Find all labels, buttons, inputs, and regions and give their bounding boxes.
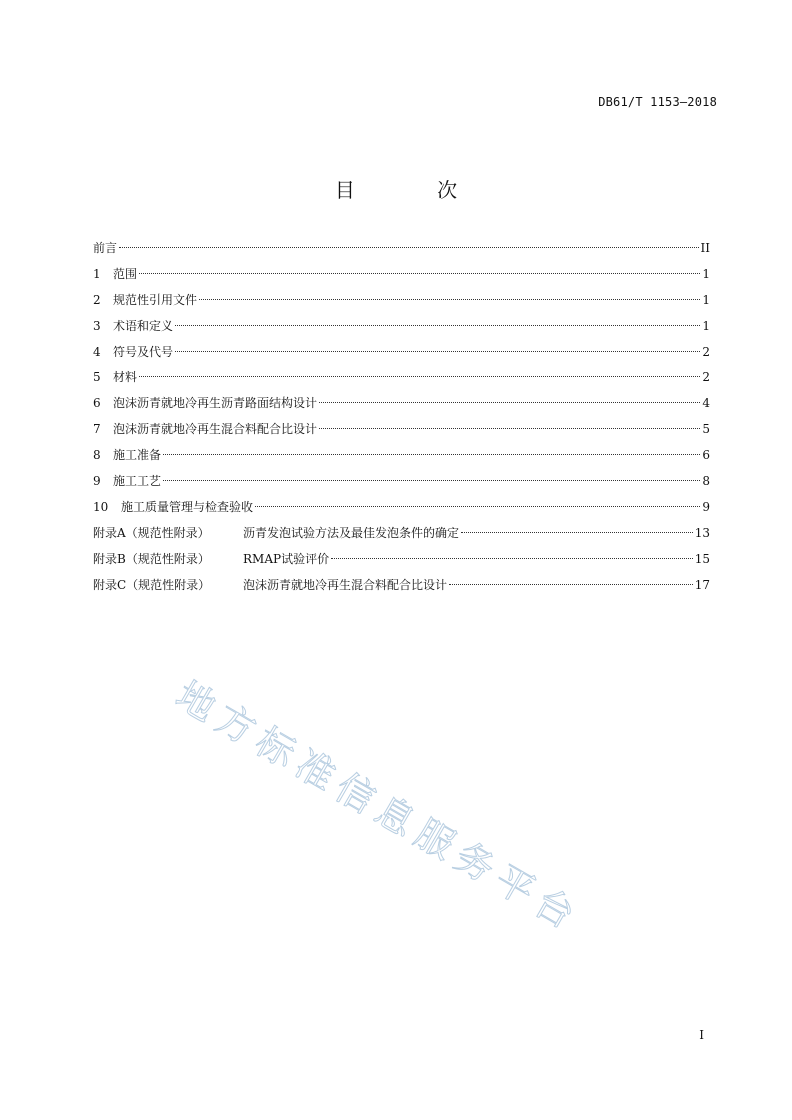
toc-entry-number: 4 xyxy=(93,344,101,359)
toc-entry-4[interactable] xyxy=(93,340,710,366)
toc-entry-label: 泡沫沥青就地冷再生沥青路面结构设计 xyxy=(113,396,318,411)
dot-leader xyxy=(119,247,699,248)
toc-entry-label: 符号及代号 xyxy=(113,344,174,359)
dot-leader xyxy=(449,584,693,585)
toc-entry-7[interactable] xyxy=(93,417,710,443)
dot-leader xyxy=(199,299,700,300)
toc-entry-5[interactable] xyxy=(93,365,710,391)
toc-entry-label: 术语和定义 xyxy=(113,318,174,333)
toc-entry-label: 施工工艺 xyxy=(113,474,162,489)
dot-leader xyxy=(319,402,700,403)
toc-entry-page: 9 xyxy=(702,499,710,514)
toc-entry-page: 1 xyxy=(702,266,710,281)
toc-entry-3[interactable] xyxy=(93,314,710,340)
toc-entry-page: 8 xyxy=(702,474,710,489)
toc-entry-appendix-c[interactable] xyxy=(93,573,710,599)
toc-entry-label: 材料 xyxy=(113,370,138,385)
toc-entry-page: 5 xyxy=(702,422,710,437)
toc-entry-2[interactable] xyxy=(93,288,710,314)
toc-entry-number: 9 xyxy=(93,474,101,489)
toc-entry-page: 17 xyxy=(694,577,710,592)
dot-leader xyxy=(139,273,700,274)
toc-entry-page: 1 xyxy=(702,292,710,307)
toc-entry-page: 4 xyxy=(702,396,710,411)
toc-entry-label: 施工质量管理与检查验收 xyxy=(121,499,254,514)
toc-entry-label: 泡沫沥青就地冷再生混合料配合比设计 xyxy=(113,422,318,437)
toc-entry-8[interactable] xyxy=(93,443,710,469)
toc-entry-label: RMAP试验评价 xyxy=(243,551,330,566)
dot-leader xyxy=(461,532,693,533)
toc-entry-number: 2 xyxy=(93,292,101,307)
dot-leader xyxy=(163,480,700,481)
toc-entry-number: 5 xyxy=(93,370,101,385)
toc-appendix-designation: 附录A（规范性附录） xyxy=(93,525,210,540)
toc-entry-9[interactable] xyxy=(93,469,710,495)
toc-entry-page: II xyxy=(700,241,710,255)
dot-leader xyxy=(139,376,700,377)
toc-entry-label: 规范性引用文件 xyxy=(113,292,198,307)
toc-appendix-designation: 附录B（规范性附录） xyxy=(93,551,210,566)
dot-leader xyxy=(255,506,700,507)
toc-entry-page: 13 xyxy=(694,525,710,540)
toc-entry-number: 7 xyxy=(93,422,101,437)
toc-entry-page: 15 xyxy=(694,551,710,566)
toc-entry-label: 泡沫沥青就地冷再生混合料配合比设计 xyxy=(243,577,448,592)
page-number: I xyxy=(699,1028,704,1042)
dot-leader xyxy=(331,558,693,559)
toc-title: 目 次 xyxy=(334,178,496,202)
toc-entry-number: 3 xyxy=(93,318,101,333)
toc-entry-number: 10 xyxy=(93,499,109,514)
toc-appendix-designation: 附录C（规范性附录） xyxy=(93,577,211,592)
watermark: 地方标准信息服务平台 xyxy=(168,672,589,941)
toc-entry-appendix-a[interactable] xyxy=(93,521,710,547)
toc-entry-page: 1 xyxy=(702,318,710,333)
toc-entry-page: 2 xyxy=(702,370,710,385)
toc-entry-6[interactable] xyxy=(93,391,710,417)
document-code: DB61/T 1153—2018 xyxy=(598,95,717,109)
toc-entry-foreword[interactable] xyxy=(93,236,710,262)
dot-leader xyxy=(319,428,700,429)
toc-entry-label: 范围 xyxy=(113,266,138,281)
toc-entry-page: 2 xyxy=(702,344,710,359)
dot-leader xyxy=(175,325,700,326)
toc-entry-1[interactable] xyxy=(93,262,710,288)
toc-entry-number: 1 xyxy=(93,266,101,281)
dot-leader xyxy=(175,351,700,352)
toc-entry-10[interactable] xyxy=(93,495,710,521)
toc-entry-number: 8 xyxy=(93,448,101,463)
toc-entry-label: 施工准备 xyxy=(113,448,162,463)
toc-entry-page: 6 xyxy=(702,448,710,463)
dot-leader xyxy=(163,454,700,455)
toc-entry-label: 前言 xyxy=(93,241,118,255)
toc-entry-number: 6 xyxy=(93,396,101,411)
table-of-contents xyxy=(93,236,710,598)
toc-entry-label: 沥青发泡试验方法及最佳发泡条件的确定 xyxy=(243,525,460,540)
toc-entry-appendix-b[interactable] xyxy=(93,547,710,573)
